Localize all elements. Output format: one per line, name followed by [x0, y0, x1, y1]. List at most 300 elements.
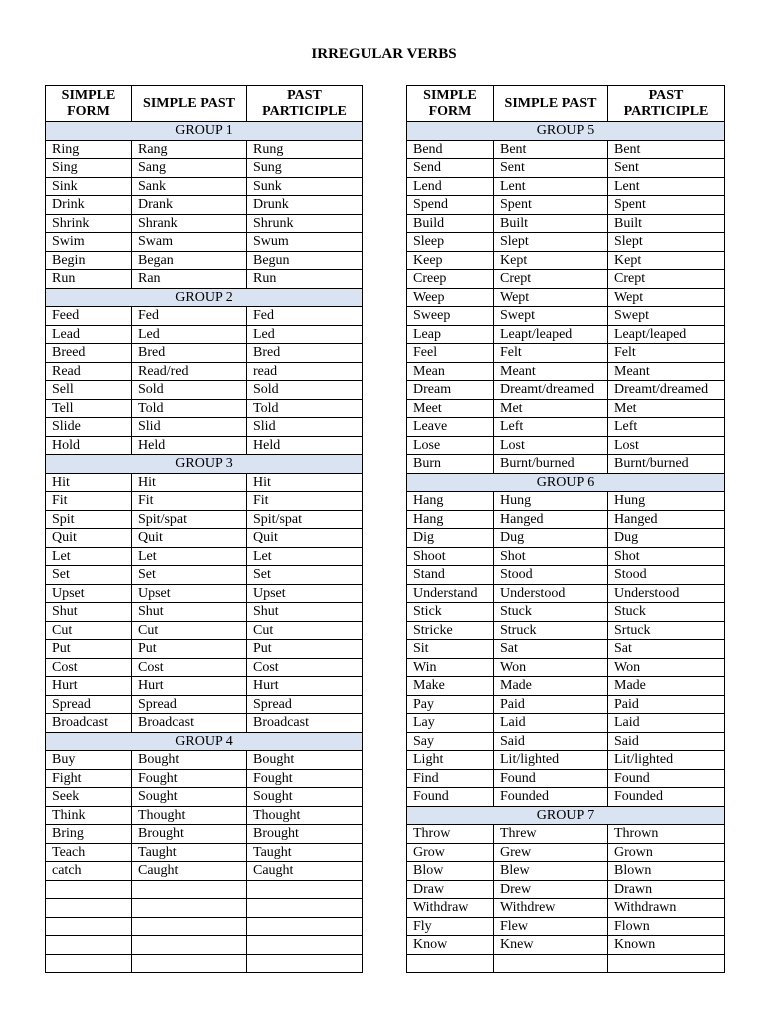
- past-participle-cell: Dreamt/dreamed: [608, 381, 725, 400]
- simple-past-cell: Quit: [132, 529, 247, 548]
- past-participle-cell: Set: [247, 566, 363, 585]
- verb-row: [407, 584, 725, 603]
- simple-form-cell: Lend: [407, 177, 494, 196]
- verb-table-right: [406, 85, 725, 973]
- simple-past-cell: Fed: [132, 307, 247, 326]
- simple-form-cell: Sing: [46, 159, 132, 178]
- past-participle-cell: [247, 880, 363, 899]
- past-participle-cell: Broadcast: [247, 714, 363, 733]
- simple-form-cell: Hang: [407, 510, 494, 529]
- verb-row: [46, 270, 363, 289]
- past-participle-cell: Hit: [247, 473, 363, 492]
- simple-form-cell: Sit: [407, 640, 494, 659]
- verb-row: [407, 825, 725, 844]
- simple-past-cell: Lent: [494, 177, 608, 196]
- simple-past-cell: Fit: [132, 492, 247, 511]
- simple-past-cell: Hanged: [494, 510, 608, 529]
- verb-row: [46, 140, 363, 159]
- simple-form-cell: Say: [407, 732, 494, 751]
- verb-row: [46, 251, 363, 270]
- simple-form-cell: Seek: [46, 788, 132, 807]
- verb-row: [46, 621, 363, 640]
- verb-row: [46, 640, 363, 659]
- simple-past-cell: Understood: [494, 584, 608, 603]
- simple-form-cell: Tell: [46, 399, 132, 418]
- past-participle-cell: Swum: [247, 233, 363, 252]
- simple-past-cell: Found: [494, 769, 608, 788]
- verb-row: [46, 658, 363, 677]
- simple-form-cell: Win: [407, 658, 494, 677]
- simple-past-cell: [132, 880, 247, 899]
- simple-form-cell: Shut: [46, 603, 132, 622]
- verb-row: [407, 899, 725, 918]
- verb-row: [407, 140, 725, 159]
- past-participle-cell: Put: [247, 640, 363, 659]
- simple-form-cell: Spend: [407, 196, 494, 215]
- simple-past-cell: Felt: [494, 344, 608, 363]
- simple-past-cell: Left: [494, 418, 608, 437]
- simple-past-cell: Flew: [494, 917, 608, 936]
- simple-form-cell: Withdraw: [407, 899, 494, 918]
- simple-past-cell: Sat: [494, 640, 608, 659]
- simple-form-cell: Lay: [407, 714, 494, 733]
- simple-form-cell: Light: [407, 751, 494, 770]
- past-participle-cell: Crept: [608, 270, 725, 289]
- simple-form-cell: Send: [407, 159, 494, 178]
- verb-row: [407, 214, 725, 233]
- verb-row: [46, 566, 363, 585]
- header-past-participle: PAST PARTICIPLE: [608, 86, 725, 122]
- past-participle-cell: Drunk: [247, 196, 363, 215]
- simple-past-cell: Spent: [494, 196, 608, 215]
- simple-past-cell: Bred: [132, 344, 247, 363]
- simple-past-cell: Hit: [132, 473, 247, 492]
- verb-row: [46, 362, 363, 381]
- past-participle-cell: Meant: [608, 362, 725, 381]
- group-header-row: [407, 806, 725, 825]
- simple-past-cell: Broadcast: [132, 714, 247, 733]
- verb-row: [407, 677, 725, 696]
- past-participle-cell: Begun: [247, 251, 363, 270]
- past-participle-cell: Built: [608, 214, 725, 233]
- verb-row: [407, 325, 725, 344]
- header-row: [46, 86, 363, 122]
- simple-form-cell: Lead: [46, 325, 132, 344]
- simple-past-cell: Laid: [494, 714, 608, 733]
- past-participle-cell: Flown: [608, 917, 725, 936]
- simple-form-cell: Grow: [407, 843, 494, 862]
- verb-row: [407, 751, 725, 770]
- simple-form-cell: Stricke: [407, 621, 494, 640]
- verb-row: [407, 233, 725, 252]
- simple-past-cell: Caught: [132, 862, 247, 881]
- verb-row: [407, 362, 725, 381]
- verb-row: [407, 288, 725, 307]
- verb-row: [407, 177, 725, 196]
- simple-form-cell: Buy: [46, 751, 132, 770]
- header-simple-form: SIMPLE FORM: [407, 86, 494, 122]
- verb-row: [46, 954, 363, 973]
- simple-form-cell: Build: [407, 214, 494, 233]
- verb-row: [407, 843, 725, 862]
- simple-past-cell: Struck: [494, 621, 608, 640]
- simple-past-cell: Ran: [132, 270, 247, 289]
- simple-form-cell: Burn: [407, 455, 494, 474]
- group-label: GROUP 7: [407, 806, 725, 825]
- simple-past-cell: Brought: [132, 825, 247, 844]
- verb-row: [407, 381, 725, 400]
- simple-past-cell: Let: [132, 547, 247, 566]
- simple-past-cell: Upset: [132, 584, 247, 603]
- verb-row: [46, 695, 363, 714]
- simple-form-cell: Read: [46, 362, 132, 381]
- simple-past-cell: Read/red: [132, 362, 247, 381]
- simple-past-cell: [494, 954, 608, 973]
- verb-row: [46, 917, 363, 936]
- simple-past-cell: Hung: [494, 492, 608, 511]
- simple-form-cell: Sweep: [407, 307, 494, 326]
- simple-form-cell: Bend: [407, 140, 494, 159]
- verb-row: [46, 436, 363, 455]
- verb-row: [407, 399, 725, 418]
- simple-past-cell: Swept: [494, 307, 608, 326]
- simple-past-cell: Spit/spat: [132, 510, 247, 529]
- simple-form-cell: [46, 936, 132, 955]
- past-participle-cell: Fit: [247, 492, 363, 511]
- simple-past-cell: Met: [494, 399, 608, 418]
- simple-past-cell: Cut: [132, 621, 247, 640]
- past-participle-cell: Held: [247, 436, 363, 455]
- verb-row: [407, 658, 725, 677]
- past-participle-cell: Rung: [247, 140, 363, 159]
- verb-row: [46, 177, 363, 196]
- past-participle-cell: Slept: [608, 233, 725, 252]
- header-simple-past: SIMPLE PAST: [494, 86, 608, 122]
- past-participle-cell: Spent: [608, 196, 725, 215]
- simple-form-cell: Drink: [46, 196, 132, 215]
- simple-past-cell: Bent: [494, 140, 608, 159]
- simple-form-cell: Begin: [46, 251, 132, 270]
- verb-row: [407, 917, 725, 936]
- simple-past-cell: Thought: [132, 806, 247, 825]
- simple-form-cell: Feel: [407, 344, 494, 363]
- simple-form-cell: Understand: [407, 584, 494, 603]
- simple-past-cell: Blew: [494, 862, 608, 881]
- past-participle-cell: Sought: [247, 788, 363, 807]
- past-participle-cell: Sung: [247, 159, 363, 178]
- simple-form-cell: Leave: [407, 418, 494, 437]
- verb-row: [46, 936, 363, 955]
- past-participle-cell: Bought: [247, 751, 363, 770]
- simple-form-cell: Weep: [407, 288, 494, 307]
- verb-row: [407, 270, 725, 289]
- group-label: GROUP 2: [46, 288, 363, 307]
- simple-past-cell: Fought: [132, 769, 247, 788]
- past-participle-cell: Paid: [608, 695, 725, 714]
- past-participle-cell: Blown: [608, 862, 725, 881]
- simple-form-cell: Stick: [407, 603, 494, 622]
- simple-form-cell: Hold: [46, 436, 132, 455]
- past-participle-cell: Thought: [247, 806, 363, 825]
- simple-form-cell: Shrink: [46, 214, 132, 233]
- past-participle-cell: Shot: [608, 547, 725, 566]
- simple-form-cell: Shoot: [407, 547, 494, 566]
- verb-row: [407, 862, 725, 881]
- past-participle-cell: Shrunk: [247, 214, 363, 233]
- simple-form-cell: Mean: [407, 362, 494, 381]
- past-participle-cell: Quit: [247, 529, 363, 548]
- past-participle-cell: Wept: [608, 288, 725, 307]
- past-participle-cell: Found: [608, 769, 725, 788]
- past-participle-cell: Hung: [608, 492, 725, 511]
- verb-row: [407, 769, 725, 788]
- simple-past-cell: Built: [494, 214, 608, 233]
- simple-past-cell: Began: [132, 251, 247, 270]
- verb-row: [46, 769, 363, 788]
- simple-form-cell: Cost: [46, 658, 132, 677]
- simple-form-cell: Fight: [46, 769, 132, 788]
- simple-past-cell: Kept: [494, 251, 608, 270]
- simple-past-cell: Sent: [494, 159, 608, 178]
- verb-row: [46, 344, 363, 363]
- past-participle-cell: Spit/spat: [247, 510, 363, 529]
- simple-past-cell: Lit/lighted: [494, 751, 608, 770]
- simple-past-cell: Slid: [132, 418, 247, 437]
- verb-row: [407, 714, 725, 733]
- simple-past-cell: Set: [132, 566, 247, 585]
- simple-form-cell: Fit: [46, 492, 132, 511]
- verb-row: [407, 492, 725, 511]
- simple-form-cell: [46, 954, 132, 973]
- past-participle-cell: Lent: [608, 177, 725, 196]
- verb-row: [46, 677, 363, 696]
- simple-past-cell: Sold: [132, 381, 247, 400]
- verb-row: [46, 510, 363, 529]
- past-participle-cell: [247, 954, 363, 973]
- simple-past-cell: Led: [132, 325, 247, 344]
- past-participle-cell: Spread: [247, 695, 363, 714]
- simple-past-cell: Dreamt/dreamed: [494, 381, 608, 400]
- simple-form-cell: Pay: [407, 695, 494, 714]
- verb-row: [46, 214, 363, 233]
- verb-row: [46, 714, 363, 733]
- group-header-row: [46, 122, 363, 141]
- simple-past-cell: Shrank: [132, 214, 247, 233]
- verb-row: [46, 751, 363, 770]
- simple-form-cell: Bring: [46, 825, 132, 844]
- group-label: GROUP 5: [407, 122, 725, 141]
- group-header-row: [407, 473, 725, 492]
- simple-form-cell: Make: [407, 677, 494, 696]
- group-label: GROUP 6: [407, 473, 725, 492]
- simple-past-cell: Told: [132, 399, 247, 418]
- past-participle-cell: Felt: [608, 344, 725, 363]
- simple-past-cell: Rang: [132, 140, 247, 159]
- simple-past-cell: Won: [494, 658, 608, 677]
- simple-form-cell: Stand: [407, 566, 494, 585]
- simple-form-cell: [407, 954, 494, 973]
- past-participle-cell: Met: [608, 399, 725, 418]
- verb-row: [46, 584, 363, 603]
- header-past-participle: PAST PARTICIPLE: [247, 86, 363, 122]
- simple-form-cell: Spread: [46, 695, 132, 714]
- simple-past-cell: [132, 899, 247, 918]
- verb-row: [407, 695, 725, 714]
- simple-past-cell: Sank: [132, 177, 247, 196]
- simple-form-cell: [46, 899, 132, 918]
- simple-form-cell: Ring: [46, 140, 132, 159]
- simple-form-cell: Let: [46, 547, 132, 566]
- past-participle-cell: Sunk: [247, 177, 363, 196]
- past-participle-cell: Grown: [608, 843, 725, 862]
- simple-form-cell: Dream: [407, 381, 494, 400]
- simple-form-cell: Throw: [407, 825, 494, 844]
- simple-past-cell: Dug: [494, 529, 608, 548]
- simple-past-cell: Sought: [132, 788, 247, 807]
- simple-form-cell: Blow: [407, 862, 494, 881]
- simple-past-cell: Stuck: [494, 603, 608, 622]
- simple-past-cell: Knew: [494, 936, 608, 955]
- simple-form-cell: Sink: [46, 177, 132, 196]
- simple-past-cell: Wept: [494, 288, 608, 307]
- group-label: GROUP 1: [46, 122, 363, 141]
- verb-row: [407, 436, 725, 455]
- past-participle-cell: Srtuck: [608, 621, 725, 640]
- verb-row: [46, 381, 363, 400]
- verb-row: [46, 492, 363, 511]
- past-participle-cell: Founded: [608, 788, 725, 807]
- past-participle-cell: Stood: [608, 566, 725, 585]
- past-participle-cell: Fed: [247, 307, 363, 326]
- verb-row: [407, 640, 725, 659]
- past-participle-cell: Hurt: [247, 677, 363, 696]
- verb-row: [407, 732, 725, 751]
- verb-row: [407, 788, 725, 807]
- verb-row: [46, 529, 363, 548]
- simple-past-cell: Founded: [494, 788, 608, 807]
- group-label: GROUP 4: [46, 732, 363, 751]
- simple-past-cell: Sang: [132, 159, 247, 178]
- simple-form-cell: Breed: [46, 344, 132, 363]
- simple-past-cell: Hurt: [132, 677, 247, 696]
- past-participle-cell: [608, 954, 725, 973]
- verb-row: [407, 418, 725, 437]
- past-participle-cell: Cut: [247, 621, 363, 640]
- simple-form-cell: Feed: [46, 307, 132, 326]
- simple-past-cell: Spread: [132, 695, 247, 714]
- verb-row: [407, 603, 725, 622]
- past-participle-cell: [247, 936, 363, 955]
- past-participle-cell: Brought: [247, 825, 363, 844]
- simple-form-cell: Teach: [46, 843, 132, 862]
- simple-form-cell: Know: [407, 936, 494, 955]
- verb-row: [46, 159, 363, 178]
- past-participle-cell: Won: [608, 658, 725, 677]
- verb-row: [407, 196, 725, 215]
- past-participle-cell: Burnt/burned: [608, 455, 725, 474]
- verb-row: [407, 251, 725, 270]
- header-row: [407, 86, 725, 122]
- verb-row: [46, 603, 363, 622]
- verb-row: [407, 159, 725, 178]
- simple-past-cell: [132, 936, 247, 955]
- past-participle-cell: Let: [247, 547, 363, 566]
- past-participle-cell: Lit/lighted: [608, 751, 725, 770]
- simple-past-cell: Burnt/burned: [494, 455, 608, 474]
- header-simple-form: SIMPLE FORM: [46, 86, 132, 122]
- simple-past-cell: Shot: [494, 547, 608, 566]
- simple-past-cell: Drank: [132, 196, 247, 215]
- verb-row: [407, 510, 725, 529]
- past-participle-cell: Cost: [247, 658, 363, 677]
- verb-row: [407, 307, 725, 326]
- simple-past-cell: Lost: [494, 436, 608, 455]
- group-label: GROUP 3: [46, 455, 363, 474]
- simple-form-cell: Keep: [407, 251, 494, 270]
- verb-row: [407, 936, 725, 955]
- group-header-row: [46, 288, 363, 307]
- simple-past-cell: Made: [494, 677, 608, 696]
- past-participle-cell: Thrown: [608, 825, 725, 844]
- group-header-row: [46, 455, 363, 474]
- simple-form-cell: Hurt: [46, 677, 132, 696]
- simple-past-cell: Held: [132, 436, 247, 455]
- verb-row: [46, 307, 363, 326]
- verb-row: [407, 954, 725, 973]
- verb-row: [407, 547, 725, 566]
- simple-form-cell: Broadcast: [46, 714, 132, 733]
- header-simple-past: SIMPLE PAST: [132, 86, 247, 122]
- simple-past-cell: Drew: [494, 880, 608, 899]
- verb-row: [46, 399, 363, 418]
- simple-past-cell: Shut: [132, 603, 247, 622]
- verb-row: [46, 806, 363, 825]
- verb-row: [46, 233, 363, 252]
- simple-form-cell: Find: [407, 769, 494, 788]
- past-participle-cell: Said: [608, 732, 725, 751]
- simple-past-cell: Cost: [132, 658, 247, 677]
- verb-table-left: [45, 85, 363, 973]
- past-participle-cell: Slid: [247, 418, 363, 437]
- past-participle-cell: Upset: [247, 584, 363, 603]
- past-participle-cell: Dug: [608, 529, 725, 548]
- simple-past-cell: Crept: [494, 270, 608, 289]
- past-participle-cell: Bent: [608, 140, 725, 159]
- past-participle-cell: Kept: [608, 251, 725, 270]
- simple-form-cell: Dig: [407, 529, 494, 548]
- simple-form-cell: Fly: [407, 917, 494, 936]
- verb-row: [407, 455, 725, 474]
- simple-form-cell: Slide: [46, 418, 132, 437]
- verb-row: [46, 547, 363, 566]
- past-participle-cell: Bred: [247, 344, 363, 363]
- verb-row: [46, 418, 363, 437]
- past-participle-cell: Sat: [608, 640, 725, 659]
- past-participle-cell: Left: [608, 418, 725, 437]
- past-participle-cell: Sent: [608, 159, 725, 178]
- simple-form-cell: Upset: [46, 584, 132, 603]
- simple-past-cell: [132, 954, 247, 973]
- past-participle-cell: Understood: [608, 584, 725, 603]
- past-participle-cell: Swept: [608, 307, 725, 326]
- simple-form-cell: catch: [46, 862, 132, 881]
- verb-row: [407, 529, 725, 548]
- simple-form-cell: [46, 880, 132, 899]
- past-participle-cell: Led: [247, 325, 363, 344]
- past-participle-cell: Laid: [608, 714, 725, 733]
- simple-form-cell: Draw: [407, 880, 494, 899]
- past-participle-cell: Fought: [247, 769, 363, 788]
